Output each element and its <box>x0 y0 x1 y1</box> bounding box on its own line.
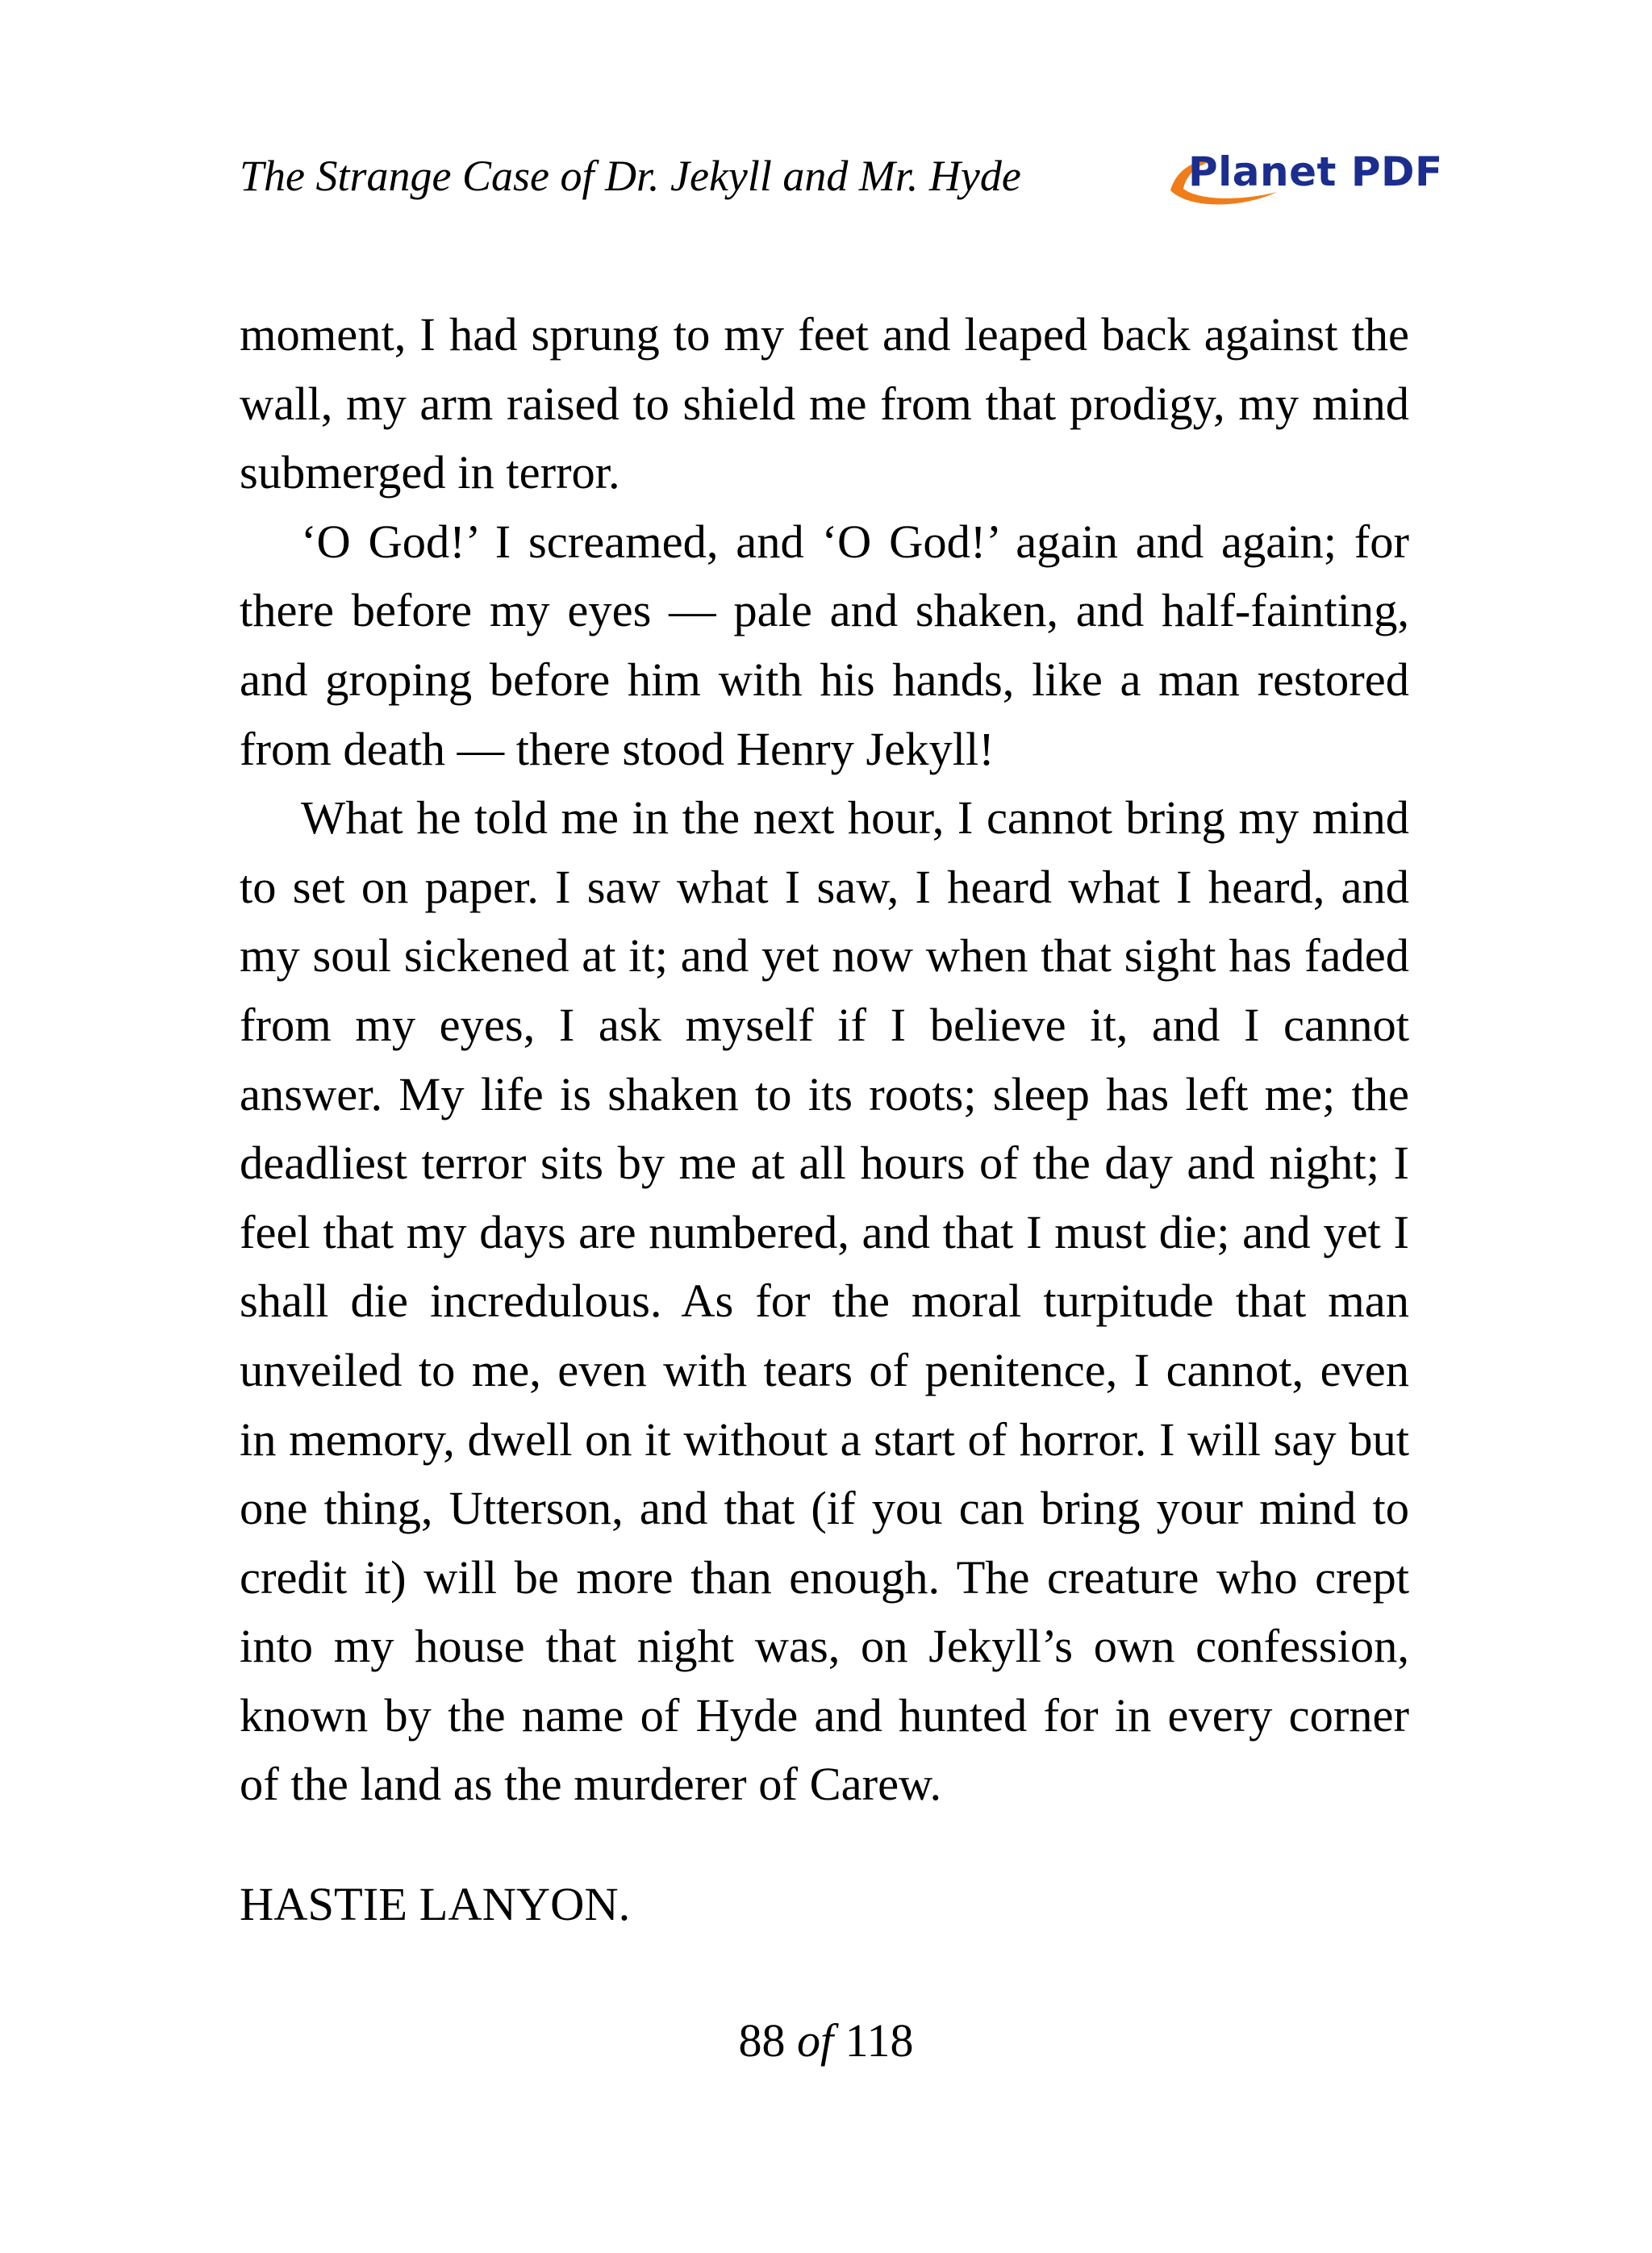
total-page-count: 118 <box>845 2014 914 2067</box>
signature: HASTIE LANYON. <box>240 1878 631 1930</box>
planet-pdf-logo[interactable] <box>1166 144 1443 208</box>
current-page-number: 88 <box>738 2014 786 2067</box>
page-of-label: of <box>797 2014 834 2067</box>
page-number <box>0 2013 1652 2069</box>
logo-text: Planet PDF <box>1188 148 1443 195</box>
paragraph: ‘O God!’ I screamed, and ‘O God!’ again and again; for there before my eyes — pale and shaken, and half-fainting, and groping before him with his hands, like a man restored from death — there stood Henry Jekyll! <box>240 515 1409 775</box>
paragraph: What he told me in the next hour, I cannot bring my mind to set on paper. I saw what I saw, I heard what I heard, and my soul sickened at it; and yet now when that sight has faded from my eyes, I ask myself if I believe it, and I cannot answer. My life is shaken to its roots; sleep has left me; the deadliest terror sits by me at all hours of the day and night; I feel that my days are numbered, and that I must die; and yet I shall die incredulous. As for the moral turpitude that man unveiled to me, even with tears of penitence, I cannot, even in memory, dwell on it without a start of horror. I will say but one thing, Utterson, and that (if you can bring your mind to credit it) will be more than enough. The creature who crept into my house that night was, on Jekyll’s own confession, known by the name of Hyde and hunted for in every corner of the land as the murderer of Carew. <box>240 791 1409 1811</box>
running-title: The Strange Case of Dr. Jekyll and Mr. Hyde <box>240 152 1021 200</box>
paragraph: moment, I had sprung to my feet and leaped back against the wall, my arm raised to shield me from that prodigy, my mind submerged in terror. <box>240 308 1409 499</box>
page-header <box>240 144 1443 216</box>
body-text <box>240 300 1409 1819</box>
